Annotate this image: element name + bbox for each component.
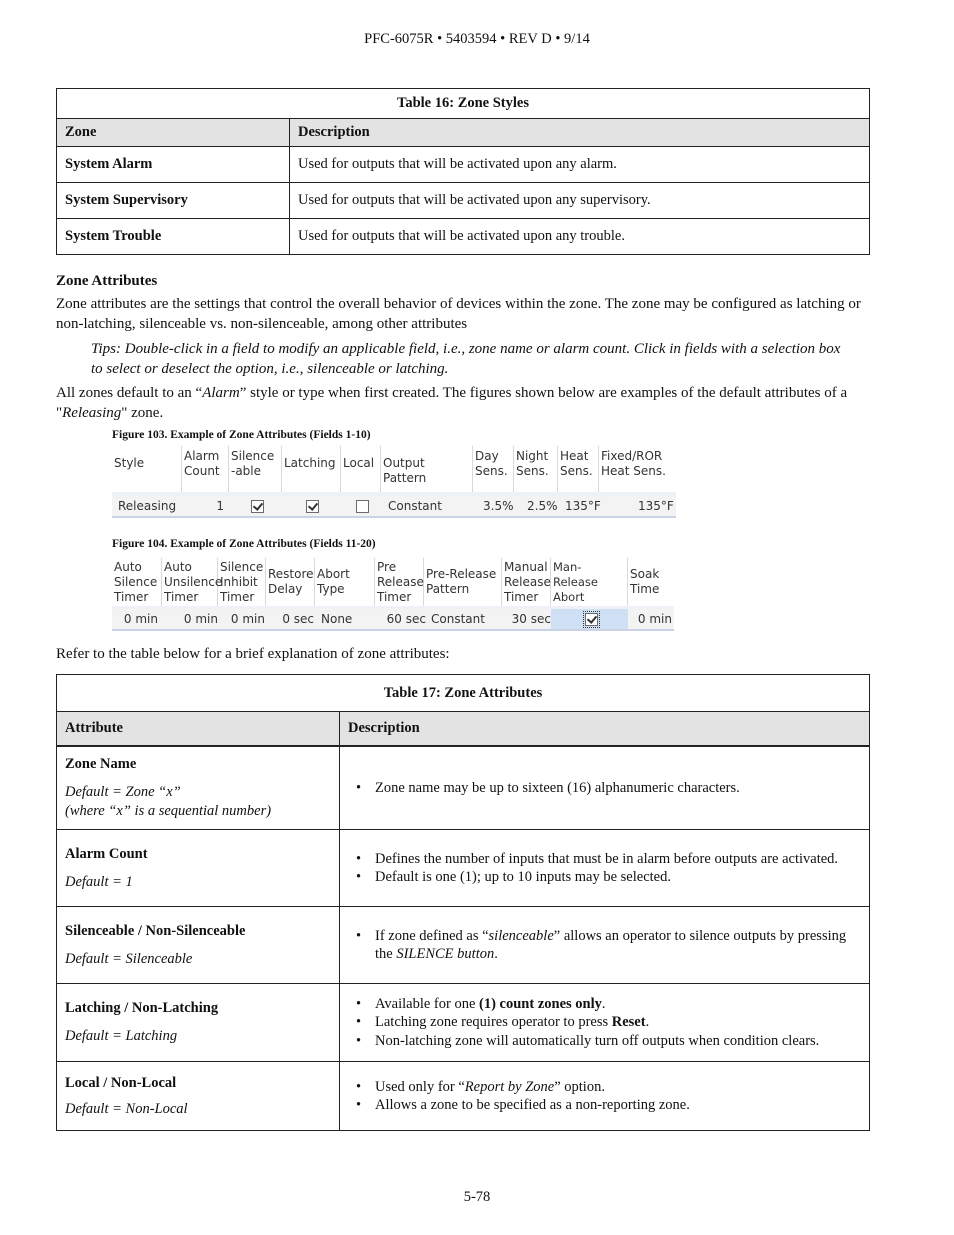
- attribute-name: Local / Non-Local: [65, 1074, 177, 1091]
- description-cell: Used for outputs that will be activated upon any alarm.: [290, 147, 870, 183]
- attribute-name: Silenceable / Non-Silenceable: [65, 922, 246, 939]
- zone-attributes-table: [56, 674, 870, 1131]
- attribute-name: Alarm Count: [65, 845, 148, 862]
- soak-time-value: 0 min: [637, 612, 672, 626]
- refer-paragraph: Refer to the table below for a brief explanation of zone attributes:: [56, 646, 450, 662]
- zone-attributes-grid-1: [112, 446, 676, 518]
- column-header: Fixed/ROR Heat Sens.: [601, 449, 666, 478]
- alarm-count-value: 1: [216, 499, 224, 513]
- attribute-name: Latching / Non-Latching: [65, 1000, 219, 1016]
- column-header: Soak Time: [630, 567, 660, 596]
- default-paragraph: All zones default to an “Alarm” style or type when first created. The figures shown below are examples of the default attributes of a "Releasing" zone.: [56, 385, 848, 421]
- column-header: Alarm Count: [182, 446, 229, 492]
- column-header: Man-Release Abort: [551, 558, 628, 606]
- column-header: Auto Silence Timer: [112, 558, 162, 606]
- column-header: Local: [341, 446, 381, 492]
- attribute-default: Default = 1: [65, 873, 133, 890]
- page-header: PFC-6075R • 5403594 • REV D • 9/14: [364, 31, 590, 47]
- section-heading: Zone Attributes: [56, 273, 158, 289]
- column-header: Zone: [57, 119, 290, 147]
- list-item: • Available for one (1) count zones only.: [375, 995, 861, 1014]
- list-item: • Defines the number of inputs that must be in alarm before outputs are activated.: [375, 850, 861, 869]
- attribute-default: Default = Silenceable: [65, 950, 193, 967]
- column-header: Silence Inhibit Timer: [218, 558, 266, 606]
- attribute-default: Default = Zone “x”: [65, 784, 181, 800]
- table-row: [57, 746, 870, 830]
- list-item: • If zone defined as “silenceable” allows an operator to silence outputs by pressing the SILENCE button.: [375, 927, 861, 964]
- figure-104-caption: Figure 104. Example of Zone Attributes (Fields 11-20): [112, 538, 376, 550]
- table-row: [57, 183, 870, 219]
- description-cell: Used for outputs that will be activated upon any supervisory.: [290, 183, 870, 219]
- list-item: • Non-latching zone will automatically turn off outputs when condition clears.: [375, 1032, 861, 1051]
- zone-attributes-grid-2: [112, 558, 674, 631]
- column-header: Silence -able: [229, 446, 282, 492]
- table-row: [57, 147, 870, 183]
- column-header: Description: [340, 712, 870, 747]
- table-row: [57, 1062, 870, 1131]
- zone-styles-table: [56, 88, 870, 255]
- description-cell: Used for outputs that will be activated upon any trouble.: [290, 219, 870, 255]
- manual-release-value: 30 sec: [511, 612, 551, 626]
- table-caption: Table 17: Zone Attributes: [57, 675, 870, 712]
- auto-silence-value: 0 min: [123, 612, 158, 626]
- list-item: • Latching zone requires operator to press Reset.: [375, 1013, 861, 1032]
- column-header: Attribute: [57, 712, 340, 747]
- column-header: Style: [112, 446, 182, 492]
- attribute-default: Default = Latching: [65, 1028, 178, 1044]
- column-header: Abort Type: [315, 558, 375, 606]
- silenceable-checkbox[interactable]: [249, 496, 266, 516]
- column-header: Latching: [282, 446, 341, 492]
- man-release-abort-checkbox[interactable]: [583, 609, 600, 629]
- restore-delay-value: 0 sec: [282, 612, 314, 626]
- table-row: [57, 907, 870, 984]
- column-header: Restore Delay: [266, 558, 315, 606]
- list-item: • Zone name may be up to sixteen (16) alphanumeric characters.: [375, 779, 861, 798]
- table-caption: Table 16: Zone Styles: [57, 89, 870, 119]
- table-row: [57, 984, 870, 1062]
- column-header: Day Sens.: [473, 446, 514, 492]
- pre-release-value: 60 sec: [386, 612, 426, 626]
- latching-checkbox[interactable]: [304, 496, 321, 516]
- pre-release-pattern-value: Constant: [431, 612, 485, 626]
- silence-inhibit-value: 0 min: [230, 612, 265, 626]
- column-header: Output Pattern: [381, 446, 473, 492]
- zone-cell: System Alarm: [57, 147, 290, 183]
- tip-paragraph: Tips: Double-click in a field to modify an applicable field, i.e., zone name or alarm count. Click in fields with a selection box to select or deselect the option, i.e., silenceable or latching.: [91, 341, 841, 377]
- auto-unsilence-value: 0 min: [183, 612, 218, 626]
- figure-103-caption: Figure 103. Example of Zone Attributes (Fields 1-10): [112, 429, 371, 441]
- column-header: Pre Release Timer: [377, 560, 424, 604]
- output-pattern-value: Constant: [388, 499, 442, 513]
- local-checkbox[interactable]: [354, 496, 371, 516]
- column-header: Heat Sens.: [558, 446, 599, 492]
- table-row: [57, 219, 870, 255]
- intro-paragraph: Zone attributes are the settings that control the overall behavior of devices within the zone. The zone may be configured as latching or non-latching, silenceable vs. non-silenceable, among other attributes: [56, 296, 861, 332]
- attribute-default-note: (where “x” is a sequential number): [65, 803, 272, 819]
- column-header: Auto Unsilence Timer: [164, 560, 223, 604]
- column-header: Night Sens.: [514, 446, 558, 492]
- list-item: • Default is one (1); up to 10 inputs may be selected.: [375, 868, 861, 887]
- heat-sens-value: 135°F: [565, 499, 601, 513]
- page-number: 5-78: [463, 1189, 491, 1205]
- night-sens-value: 2.5%: [527, 499, 558, 513]
- day-sens-value: 3.5%: [483, 499, 514, 513]
- column-header: Manual Release Timer: [504, 560, 551, 604]
- list-item: • Used only for “Report by Zone” option.: [375, 1078, 861, 1097]
- table-row: [57, 830, 870, 907]
- style-value: Releasing: [118, 499, 177, 513]
- zone-cell: System Supervisory: [57, 183, 290, 219]
- abort-type-value: None: [321, 612, 353, 626]
- list-item: • Allows a zone to be specified as a non-reporting zone.: [375, 1096, 861, 1115]
- fixed-heat-value: 135°F: [638, 499, 674, 513]
- column-header: Pre-Release Pattern: [424, 558, 502, 606]
- zone-cell: System Trouble: [57, 219, 290, 255]
- attribute-default: Default = Non-Local: [65, 1100, 188, 1117]
- attribute-name: Zone Name: [65, 756, 137, 772]
- column-header: Description: [290, 119, 870, 147]
